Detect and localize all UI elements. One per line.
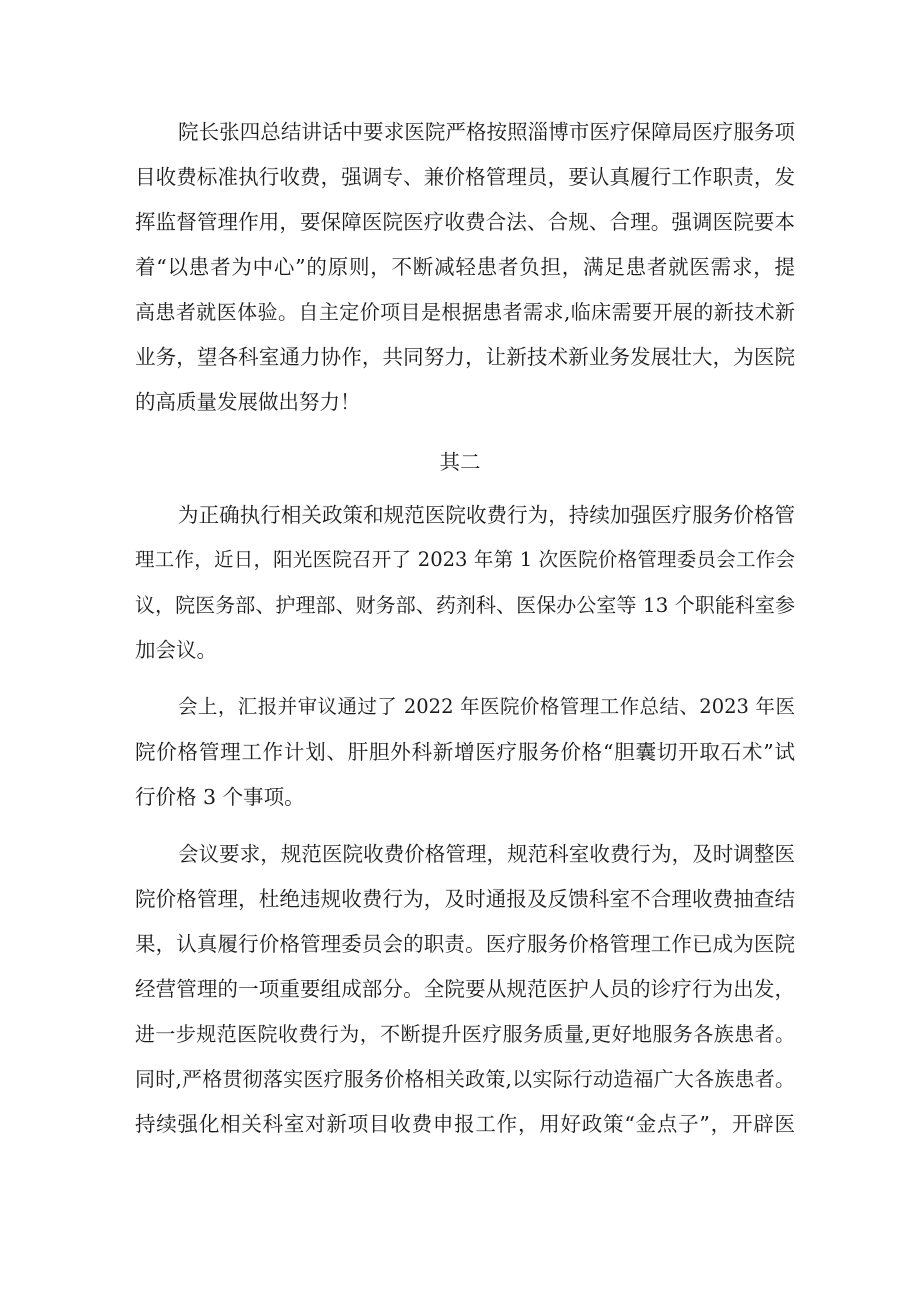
paragraph-3-line-2: 院价格管理工作计划、肝胆外科新增医疗服务价格“胆囊切开取石术”试 [135,740,795,764]
paragraph-1-line-2: 目收费标准执行收费，强调专、兼价格管理员，要认真履行工作职责，发 [135,165,795,189]
paragraph-2-line-1: 为正确执行相关政策和规范医院收费行为，持续加强医疗服务价格管 [178,503,795,527]
paragraph-1-line-1: 院长张四总结讲话中要求医院严格按照淄博市医疗保障局医疗服务项 [178,120,795,144]
paragraph-4-line-4: 经营管理的一项重要组成部分。全院要从规范医护人员的诊疗行为出发， [135,977,795,1001]
paragraph-1-line-5: 高患者就医体验。自主定价项目是根据患者需求,临床需要开展的新技术新 [135,300,795,324]
paragraph-2-line-3: 议，院医务部、护理部、财务部、药剂科、医保办公室等 13 个职能科室参 [135,593,795,617]
paragraph-1-line-7: 的高质量发展做出努力！ [135,390,361,414]
paragraph-4-line-5: 进一步规范医院收费行为，不断提升医疗服务质量,更好地服务各族患者。 [135,1022,795,1046]
section-heading: 其二 [439,450,481,474]
paragraph-3-line-3: 行价格 3 个事项。 [135,785,305,809]
paragraph-4-line-6: 同时,严格贯彻落实医疗服务价格相关政策,以实际行动造福广大各族患者。 [135,1067,795,1091]
paragraph-4-line-7: 持续强化相关科室对新项目收费申报工作，用好政策“金点子”，开辟医 [135,1112,795,1136]
paragraph-4-line-3: 果，认真履行价格管理委员会的职责。医疗服务价格管理工作已成为医院 [135,932,795,956]
paragraph-4-line-2: 院价格管理，杜绝违规收费行为，及时通报及反馈科室不合理收费抽查结 [135,887,795,911]
paragraph-1-line-4: 着“以患者为中心”的原则，不断减轻患者负担，满足患者就医需求，提 [135,255,795,279]
paragraph-4-line-1: 会议要求，规范医院收费价格管理，规范科室收费行为，及时调整医 [178,842,795,866]
paragraph-1-line-6: 业务，望各科室通力协作，共同努力，让新技术新业务发展壮大，为医院 [135,345,795,369]
paragraph-2-line-4: 加会议。 [135,638,217,662]
paragraph-3-line-1: 会上，汇报并审议通过了 2022 年医院价格管理工作总结、2023 年医 [178,695,795,718]
paragraph-2-line-2: 理工作，近日，阳光医院召开了 2023 年第 1 次医院价格管理委员会工作会 [135,548,795,571]
paragraph-1-line-3: 挥监督管理作用，要保障医院医疗收费合法、合规、合理。强调医院要本 [135,210,795,234]
